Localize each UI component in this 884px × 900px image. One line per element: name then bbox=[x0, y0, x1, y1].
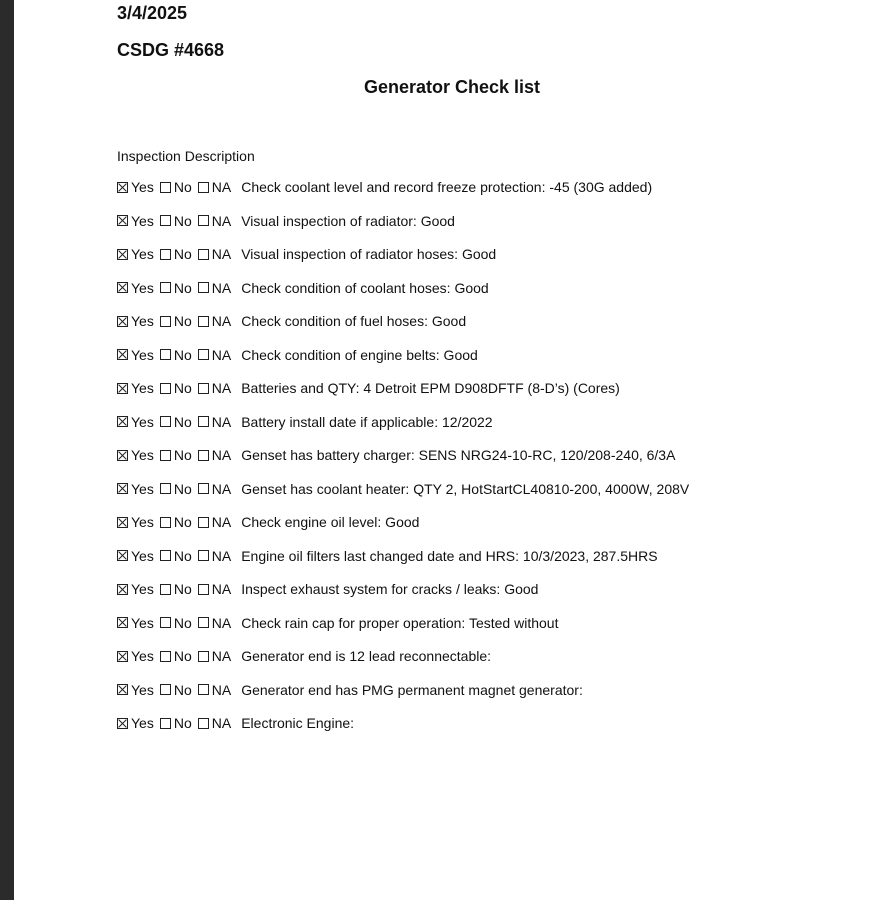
option-label-yes: Yes bbox=[131, 581, 154, 597]
option-no bbox=[160, 211, 192, 231]
checked-box-icon[interactable] bbox=[117, 684, 128, 695]
option-label-na: NA bbox=[211, 380, 232, 396]
checklist-item bbox=[117, 412, 689, 446]
checked-box-icon[interactable] bbox=[117, 349, 128, 360]
empty-box-icon[interactable] bbox=[160, 617, 171, 628]
empty-box-icon[interactable] bbox=[198, 282, 209, 293]
option-no bbox=[160, 445, 192, 465]
empty-box-icon[interactable] bbox=[160, 249, 171, 260]
viewer-left-border bbox=[0, 0, 14, 900]
option-no bbox=[160, 311, 192, 331]
checklist-item bbox=[117, 211, 689, 245]
option-label-yes: Yes bbox=[131, 547, 154, 564]
option-no bbox=[160, 546, 192, 566]
option-yes bbox=[117, 445, 154, 465]
option-label-yes: Yes bbox=[131, 279, 154, 296]
checklist-item bbox=[117, 311, 689, 345]
option-label-yes: Yes bbox=[131, 648, 154, 664]
option-label-yes: Yes bbox=[131, 380, 154, 396]
empty-box-icon[interactable] bbox=[160, 684, 171, 695]
option-no bbox=[160, 378, 192, 398]
option-label-no: No bbox=[173, 581, 192, 597]
empty-box-icon[interactable] bbox=[198, 416, 209, 427]
empty-box-icon[interactable] bbox=[198, 450, 209, 461]
option-yes bbox=[117, 244, 154, 264]
option-label-yes: Yes bbox=[131, 179, 154, 195]
page-title: Generator Check list bbox=[363, 77, 541, 97]
checked-box-icon[interactable] bbox=[117, 584, 128, 595]
option-label-na: NA bbox=[211, 480, 232, 497]
option-no bbox=[160, 713, 192, 733]
empty-box-icon[interactable] bbox=[198, 684, 209, 695]
option-label-no: No bbox=[173, 514, 192, 530]
option-no bbox=[160, 278, 192, 298]
empty-box-icon[interactable] bbox=[160, 550, 171, 561]
checklist-item-text: Electronic Engine: bbox=[241, 715, 355, 731]
empty-box-icon[interactable] bbox=[198, 517, 209, 528]
option-label-na: NA bbox=[211, 346, 232, 363]
option-na bbox=[198, 412, 231, 432]
checklist-item bbox=[117, 613, 689, 647]
checked-box-icon[interactable] bbox=[117, 416, 128, 427]
checklist-item-text: Check condition of coolant hoses: Good bbox=[241, 279, 489, 296]
option-label-na: NA bbox=[211, 681, 232, 698]
option-label-na: NA bbox=[211, 179, 232, 195]
option-na bbox=[198, 445, 231, 465]
option-no bbox=[160, 244, 192, 264]
empty-box-icon[interactable] bbox=[160, 215, 171, 226]
inspection-checklist bbox=[117, 177, 689, 747]
option-label-yes: Yes bbox=[131, 480, 154, 497]
checklist-item bbox=[117, 546, 689, 580]
option-label-no: No bbox=[173, 246, 192, 262]
option-label-na: NA bbox=[211, 648, 232, 664]
option-yes bbox=[117, 479, 154, 499]
option-label-yes: Yes bbox=[131, 514, 154, 530]
option-label-na: NA bbox=[211, 447, 232, 463]
option-na bbox=[198, 512, 231, 532]
option-label-yes: Yes bbox=[131, 246, 154, 262]
option-label-no: No bbox=[173, 447, 192, 463]
option-no bbox=[160, 512, 192, 532]
checked-box-icon[interactable] bbox=[117, 383, 128, 394]
option-yes bbox=[117, 546, 154, 566]
empty-box-icon[interactable] bbox=[198, 182, 209, 193]
option-yes bbox=[117, 177, 154, 197]
option-na bbox=[198, 311, 231, 331]
option-yes bbox=[117, 211, 154, 231]
empty-box-icon[interactable] bbox=[160, 450, 171, 461]
option-yes bbox=[117, 512, 154, 532]
document-reference: CSDG #4668 bbox=[117, 40, 225, 60]
option-label-no: No bbox=[173, 480, 192, 497]
option-no bbox=[160, 613, 192, 633]
option-yes bbox=[117, 345, 154, 365]
empty-box-icon[interactable] bbox=[198, 316, 209, 327]
option-na bbox=[198, 378, 231, 398]
checklist-item bbox=[117, 680, 689, 714]
checklist-item-text: Batteries and QTY: 4 Detroit EPM D908DFTF (8-D’s) (Cores) bbox=[241, 380, 620, 396]
checklist-item bbox=[117, 713, 689, 747]
section-label: Inspection Description bbox=[117, 148, 255, 164]
checklist-item-text: Check rain cap for proper operation: Tested without bbox=[241, 614, 559, 631]
option-na bbox=[198, 244, 231, 264]
option-label-yes: Yes bbox=[131, 413, 154, 430]
checked-box-icon[interactable] bbox=[117, 182, 128, 193]
option-no bbox=[160, 479, 192, 499]
option-no bbox=[160, 177, 192, 197]
empty-box-icon[interactable] bbox=[198, 383, 209, 394]
option-label-no: No bbox=[173, 681, 192, 698]
checked-box-icon[interactable] bbox=[117, 617, 128, 628]
checked-box-icon[interactable] bbox=[117, 718, 128, 729]
option-label-no: No bbox=[173, 547, 192, 564]
option-label-yes: Yes bbox=[131, 447, 154, 463]
option-label-yes: Yes bbox=[131, 614, 154, 631]
option-label-na: NA bbox=[211, 581, 232, 597]
checklist-item bbox=[117, 646, 689, 680]
checked-box-icon[interactable] bbox=[117, 215, 128, 226]
empty-box-icon[interactable] bbox=[198, 215, 209, 226]
option-yes bbox=[117, 579, 154, 599]
empty-box-icon[interactable] bbox=[198, 718, 209, 729]
empty-box-icon[interactable] bbox=[198, 584, 209, 595]
option-label-no: No bbox=[173, 179, 192, 195]
checklist-item-text: Check engine oil level: Good bbox=[241, 514, 420, 530]
checked-box-icon[interactable] bbox=[117, 517, 128, 528]
checklist-item bbox=[117, 244, 689, 278]
option-yes bbox=[117, 613, 154, 633]
checklist-item bbox=[117, 177, 689, 211]
option-na bbox=[198, 177, 231, 197]
checklist-item bbox=[117, 579, 689, 613]
option-yes bbox=[117, 378, 154, 398]
checklist-item bbox=[117, 278, 689, 312]
checklist-item bbox=[117, 479, 689, 513]
option-yes bbox=[117, 311, 154, 331]
checklist-item-text: Visual inspection of radiator hoses: Good bbox=[241, 246, 497, 262]
checklist-item-text: Battery install date if applicable: 12/2022 bbox=[241, 413, 493, 430]
empty-box-icon[interactable] bbox=[198, 550, 209, 561]
option-label-na: NA bbox=[211, 547, 232, 564]
option-no bbox=[160, 579, 192, 599]
option-label-na: NA bbox=[211, 313, 232, 329]
option-label-yes: Yes bbox=[131, 715, 154, 731]
option-label-no: No bbox=[173, 279, 192, 296]
option-na bbox=[198, 646, 231, 666]
option-no bbox=[160, 646, 192, 666]
empty-box-icon[interactable] bbox=[160, 651, 171, 662]
checklist-item-text: Engine oil filters last changed date and HRS: 10/3/2023, 287.5HRS bbox=[241, 547, 658, 564]
empty-box-icon[interactable] bbox=[198, 651, 209, 662]
option-label-na: NA bbox=[211, 514, 232, 530]
checked-box-icon[interactable] bbox=[117, 249, 128, 260]
empty-box-icon[interactable] bbox=[160, 182, 171, 193]
option-label-na: NA bbox=[211, 212, 232, 229]
option-label-no: No bbox=[173, 212, 192, 229]
checked-box-icon[interactable] bbox=[117, 651, 128, 662]
checklist-item bbox=[117, 345, 689, 379]
option-na bbox=[198, 680, 231, 700]
empty-box-icon[interactable] bbox=[160, 383, 171, 394]
option-no bbox=[160, 680, 192, 700]
empty-box-icon[interactable] bbox=[160, 349, 171, 360]
option-label-na: NA bbox=[211, 413, 232, 430]
option-na bbox=[198, 546, 231, 566]
empty-box-icon[interactable] bbox=[160, 483, 171, 494]
checklist-item-text: Generator end has PMG permanent magnet generator: bbox=[241, 681, 583, 698]
checklist-item-text: Generator end is 12 lead reconnectable: bbox=[241, 648, 492, 664]
checklist-item bbox=[117, 378, 689, 412]
option-label-na: NA bbox=[211, 614, 232, 631]
checklist-item-text: Visual inspection of radiator: Good bbox=[241, 212, 455, 229]
checklist-item bbox=[117, 445, 689, 479]
empty-box-icon[interactable] bbox=[160, 416, 171, 427]
checklist-item-text: Genset has battery charger: SENS NRG24-10-RC, 120/208-240, 6/3A bbox=[241, 447, 676, 463]
option-yes bbox=[117, 278, 154, 298]
checklist-item-text: Inspect exhaust system for cracks / leaks: Good bbox=[241, 581, 539, 597]
option-label-no: No bbox=[173, 614, 192, 631]
option-no bbox=[160, 412, 192, 432]
option-label-na: NA bbox=[211, 279, 232, 296]
checklist-item bbox=[117, 512, 689, 546]
empty-box-icon[interactable] bbox=[198, 249, 209, 260]
option-label-yes: Yes bbox=[131, 346, 154, 363]
option-label-yes: Yes bbox=[131, 212, 154, 229]
empty-box-icon[interactable] bbox=[198, 617, 209, 628]
option-label-no: No bbox=[173, 715, 192, 731]
empty-box-icon[interactable] bbox=[198, 349, 209, 360]
option-na bbox=[198, 278, 231, 298]
empty-box-icon[interactable] bbox=[160, 584, 171, 595]
checked-box-icon[interactable] bbox=[117, 483, 128, 494]
document-date: 3/4/2025 bbox=[117, 3, 188, 23]
option-yes bbox=[117, 680, 154, 700]
checked-box-icon[interactable] bbox=[117, 450, 128, 461]
option-na bbox=[198, 613, 231, 633]
option-label-no: No bbox=[173, 648, 192, 664]
empty-box-icon[interactable] bbox=[160, 316, 171, 327]
option-label-yes: Yes bbox=[131, 681, 154, 698]
option-label-na: NA bbox=[211, 715, 232, 731]
empty-box-icon[interactable] bbox=[160, 517, 171, 528]
option-label-no: No bbox=[173, 346, 192, 363]
document-page bbox=[14, 0, 884, 900]
checked-box-icon[interactable] bbox=[117, 316, 128, 327]
empty-box-icon[interactable] bbox=[160, 282, 171, 293]
option-label-no: No bbox=[173, 413, 192, 430]
checked-box-icon[interactable] bbox=[117, 550, 128, 561]
checklist-item-text: Genset has coolant heater: QTY 2, HotStartCL40810-200, 4000W, 208V bbox=[241, 480, 690, 497]
option-no bbox=[160, 345, 192, 365]
empty-box-icon[interactable] bbox=[198, 483, 209, 494]
option-yes bbox=[117, 713, 154, 733]
checked-box-icon[interactable] bbox=[117, 282, 128, 293]
option-label-no: No bbox=[173, 380, 192, 396]
option-na bbox=[198, 211, 231, 231]
option-yes bbox=[117, 412, 154, 432]
option-label-yes: Yes bbox=[131, 313, 154, 329]
option-na bbox=[198, 345, 231, 365]
checklist-item-text: Check condition of engine belts: Good bbox=[241, 346, 478, 363]
option-label-na: NA bbox=[211, 246, 232, 262]
option-yes bbox=[117, 646, 154, 666]
option-na bbox=[198, 579, 231, 599]
option-label-no: No bbox=[173, 313, 192, 329]
option-na bbox=[198, 713, 231, 733]
empty-box-icon[interactable] bbox=[160, 718, 171, 729]
checklist-item-text: Check condition of fuel hoses: Good bbox=[241, 313, 467, 329]
checklist-item-text: Check coolant level and record freeze protection: -45 (30G added) bbox=[241, 179, 653, 195]
option-na bbox=[198, 479, 231, 499]
